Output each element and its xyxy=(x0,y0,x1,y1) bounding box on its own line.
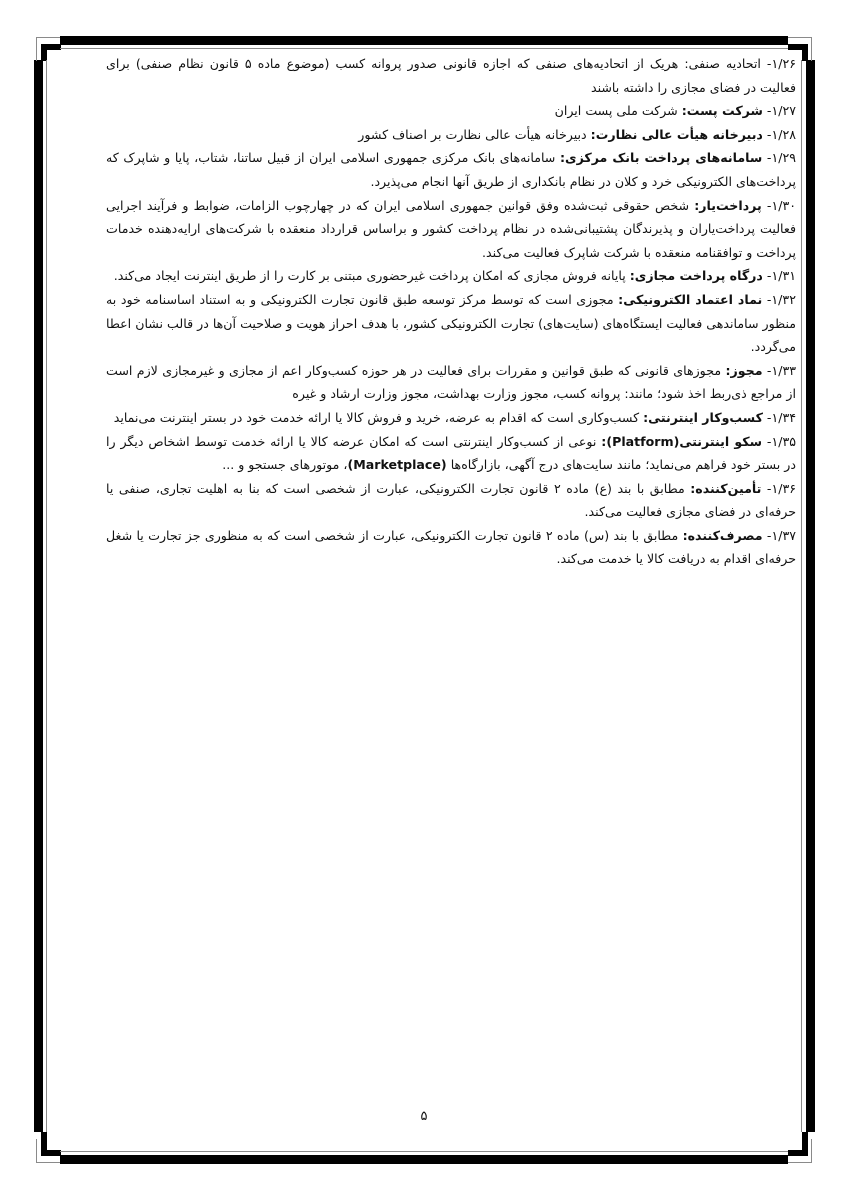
outer-corner-line xyxy=(811,37,812,61)
definition-item xyxy=(106,406,796,430)
border-corner-top-right xyxy=(802,44,808,61)
item-number: ۱/۲۶- xyxy=(766,56,796,71)
item-term: مصرف‌کننده: xyxy=(682,527,763,543)
border-corner-bottom-left xyxy=(41,1132,47,1156)
item-body: سامانه‌های بانک مرکزی جمهوری اسلامی ایران از قبیل ساتنا، شتاب، پایا و شاپرک که پرداخت‌های الکترونیکی خرد و کلان در نظام بانکداری از طریق آنها انجام می‌پذیرد. xyxy=(106,150,796,189)
outer-corner-line xyxy=(36,1139,37,1163)
item-number: ۱/۲۹- xyxy=(766,150,796,166)
item-term: کسب‌وکار اینترنتی: xyxy=(643,409,763,425)
outer-corner-line xyxy=(36,37,60,38)
item-body: نوعی از کسب‌وکار اینترنتی است که امکان عرضه کالا یا ارائه خدمت توسط اشخاص دیگر را در بستر خود فراهم می‌نماید؛ مانند سایت‌های درج آگهی، بازارگاه‌ها xyxy=(106,433,796,473)
page-border-bottom xyxy=(60,1155,788,1164)
item-body: اتحادیه صنفی: هریک از اتحادیه‌های صنفی که اجازه قانونی صدور پروانه کسب (موضوع ماده ۵ قانون نظام صنفی) برای فعالیت در فضای مجازی را داشته باشند xyxy=(106,56,796,95)
item-number: ۱/۳۱- xyxy=(766,268,796,284)
definition-item xyxy=(106,194,796,265)
item-term: دبیرخانه هیأت عالی نظارت: xyxy=(590,126,763,142)
item-body: مجوزی است که توسط مرکز توسعه طبق قانون تجارت الکترونیکی و به استناد اساسنامه خود به منظور ساماندهی فعالیت ایستگاه‌های (سایت‌های) تجارت الکترونیکی کشور، با هدف احراز هویت و صلاحیت آن‌ها در قالب نشان اعطا می‌گردد. xyxy=(106,291,796,355)
definitions-list xyxy=(106,52,796,571)
item-number: ۱/۲۸- xyxy=(766,126,796,142)
page-border-right xyxy=(806,60,815,1132)
outer-corner-line xyxy=(36,1162,60,1163)
definition-item xyxy=(106,359,796,406)
item-number: ۱/۲۷- xyxy=(766,103,796,119)
item-term: تأمین‌کننده: xyxy=(690,480,762,496)
item-body: پایانه فروش مجازی که امکان پرداخت غیرحضوری مبتنی بر کارت را از طریق اینترنت ایجاد می‌کند. xyxy=(113,268,626,284)
item-body-latin: (Marketplace) xyxy=(347,457,447,473)
item-number: ۱/۳۰- xyxy=(766,197,796,213)
item-number: ۱/۳۷- xyxy=(766,527,797,543)
item-number: ۱/۳۶- xyxy=(766,480,796,496)
item-number: ۱/۳۲- xyxy=(766,291,796,307)
item-term: مجوز: xyxy=(725,362,763,378)
outer-corner-line xyxy=(788,37,812,38)
definition-item xyxy=(106,123,796,147)
page-border-left xyxy=(34,60,43,1132)
item-term: سکو اینترنتی xyxy=(679,433,763,449)
outer-corner-line xyxy=(788,1162,812,1163)
inner-border-line xyxy=(46,60,47,1132)
outer-corner-line xyxy=(36,37,37,61)
item-term-suffix: : xyxy=(601,433,607,449)
item-body: شرکت ملی پست ایران xyxy=(554,103,678,119)
item-term: پرداخت‌یار: xyxy=(694,197,762,213)
border-corner-bottom-right xyxy=(802,1132,808,1156)
item-body: کسب‌وکاری است که اقدام به عرضه، خرید و فروش کالا یا ارائه خدمت خود در بستر اینترنت می‌نماید xyxy=(113,409,640,425)
item-body: شخص حقوقی ثبت‌شده وفق قوانین جمهوری اسلامی ایران که در چهارچوب الزامات، ضوابط و فرآیند اجرایی فعالیت پرداخت‌یاران و پذیرندگان پشتیبانی‌شده در نظام پرداخت کشور و براساس قرارداد منعقده با شرکت‌های ارایه‌دهنده خدمات پرداخت و توافقنامه منعقده با شرکت شاپرک فعالیت می‌کند. xyxy=(106,197,796,260)
item-body: مطابق با بند (ع) ماده ۲ قانون تجارت الکترونیکی، عبارت از شخصی است که بنا به اهلیت تجاری، صنفی یا حرفه‌ای در فضای مجازی فعالیت می‌کند. xyxy=(106,480,796,520)
item-body-tail: ، موتورهای جستجو و ... xyxy=(222,457,348,473)
page-border-top xyxy=(60,36,788,45)
definition-item xyxy=(106,264,796,288)
item-term: شرکت پست: xyxy=(681,103,763,119)
outer-corner-line xyxy=(811,1139,812,1163)
inner-border-line xyxy=(801,60,802,1132)
item-term: درگاه پرداخت مجازی: xyxy=(629,268,763,284)
item-body: مجوزهای قانونی که طبق قوانین و مقررات برای فعالیت در هر حوزه کسب‌وکار اعم از مجازی و غیرمجازی لازم است از مراجع ذی‌ربط اخذ شود؛ مانند: پروانه کسب، مجوز وزارت بهداشت، مجوز وزارت ارشاد و غیره xyxy=(106,362,796,402)
definition-item xyxy=(106,146,796,193)
item-body: دبیرخانه هیأت عالی نظارت بر اصناف کشور xyxy=(358,126,587,142)
border-corner-top-left xyxy=(41,44,47,61)
item-body: مطابق با بند (س) ماده ۲ قانون تجارت الکترونیکی، عبارت از شخصی است که به منظوری جز تجارت یا شغل حرفه‌ای اقدام به دریافت کالا یا خدمت می‌کند. xyxy=(106,527,796,567)
item-number: ۱/۳۵- xyxy=(766,433,796,449)
definition-item xyxy=(106,288,796,359)
page-number: ۵ xyxy=(420,1109,428,1124)
item-number: ۱/۳۴- xyxy=(766,409,796,425)
inner-border-line xyxy=(60,48,788,49)
item-number: ۱/۳۳- xyxy=(766,362,796,378)
inner-border-line xyxy=(60,1151,788,1152)
definition-item xyxy=(106,99,796,123)
definition-item xyxy=(106,477,796,524)
item-term-latin: (Platform) xyxy=(606,433,680,449)
item-term: نماد اعتماد الکترونیکی: xyxy=(618,291,763,307)
definition-item xyxy=(106,524,796,571)
definition-item xyxy=(106,52,796,99)
item-term: سامانه‌های پرداخت بانک مرکزی: xyxy=(559,150,763,166)
definition-item xyxy=(106,430,796,477)
